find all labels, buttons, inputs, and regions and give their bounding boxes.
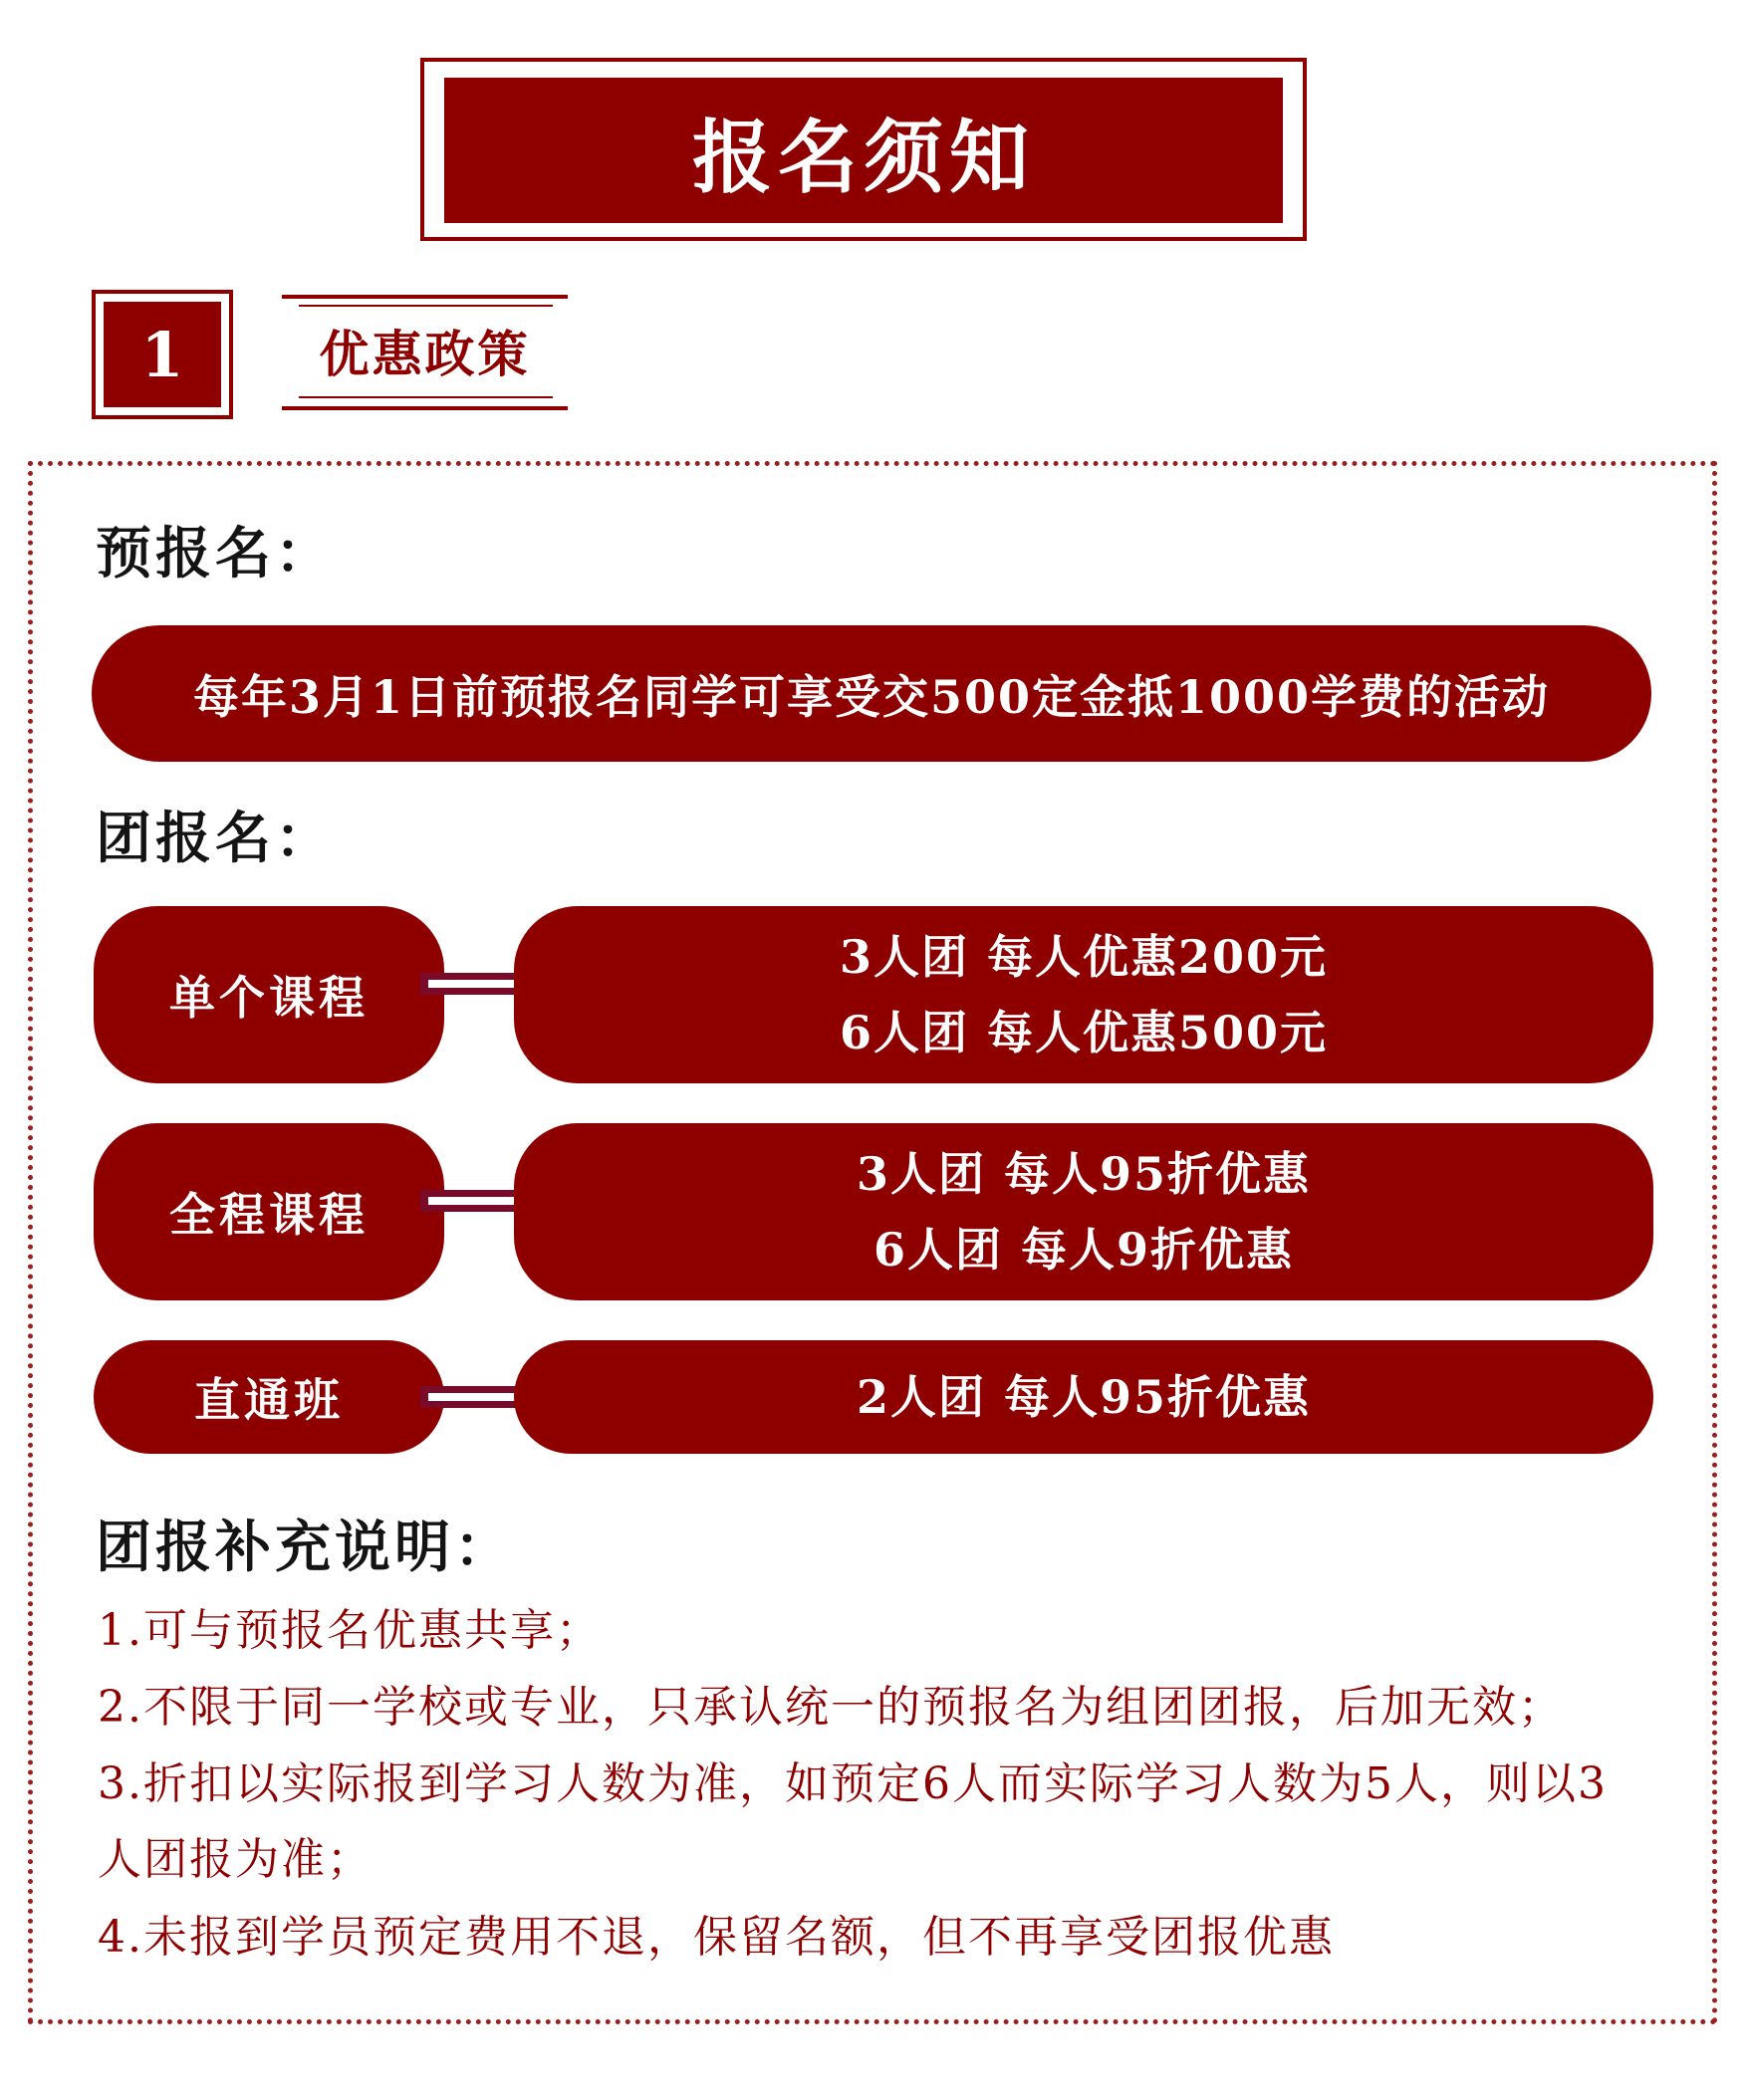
title-banner [444, 78, 1283, 223]
section-number: 1 [140, 318, 184, 391]
course-name: 直通班 [194, 1373, 344, 1427]
supplement-note: 4.未报到学员预定费用不退，保留名额，但不再享受团报优惠 [98, 1912, 1335, 1963]
course-name: 单个课程 [169, 971, 369, 1025]
section-title-bottom-rule [282, 406, 568, 410]
section-title-top-rule [282, 295, 568, 299]
page-title: 报名须知 [692, 110, 1035, 204]
discount-line: 6人团 每人9折优惠 [873, 1223, 1295, 1277]
supplement-note: 1.可与预报名优惠共享； [98, 1605, 602, 1656]
group-registration-label: 团报名： [96, 806, 335, 871]
pre-registration-banner [92, 625, 1651, 762]
discount-line: 3人团 每人优惠200元 [839, 930, 1329, 984]
discount-line: 2人团 每人95折优惠 [856, 1370, 1312, 1424]
discount-pill-single [514, 906, 1653, 1083]
section-title-bottom-rule-thin [299, 396, 553, 398]
pre-registration-text: 每年3月1日前预报名同学可享受交500定金抵1000学费的活动 [192, 669, 1551, 724]
discount-line: 6人团 每人优惠500元 [839, 1006, 1329, 1059]
discount-pill-direct [514, 1340, 1653, 1454]
discount-pill-full [514, 1123, 1653, 1300]
course-name: 全程课程 [169, 1188, 369, 1242]
section-title: 优惠政策 [319, 325, 531, 383]
pre-registration-label: 预报名： [96, 521, 335, 586]
discount-line: 3人团 每人95折优惠 [856, 1147, 1312, 1201]
supplement-label: 团报补充说明： [96, 1515, 514, 1580]
section-title-top-rule-thin [299, 305, 553, 307]
supplement-note: 3.折扣以实际报到学习人数为准，如预定6人而实际学习人数为5人，则以3人团报为准； [98, 1758, 1608, 1885]
section-number-box [104, 302, 221, 407]
course-pill-single [94, 906, 444, 1083]
course-pill-full [94, 1123, 444, 1300]
supplement-note: 2.不限于同一学校或专业，只承认统一的预报名为组团团报，后加无效； [98, 1682, 1564, 1733]
course-pill-direct [94, 1340, 444, 1454]
